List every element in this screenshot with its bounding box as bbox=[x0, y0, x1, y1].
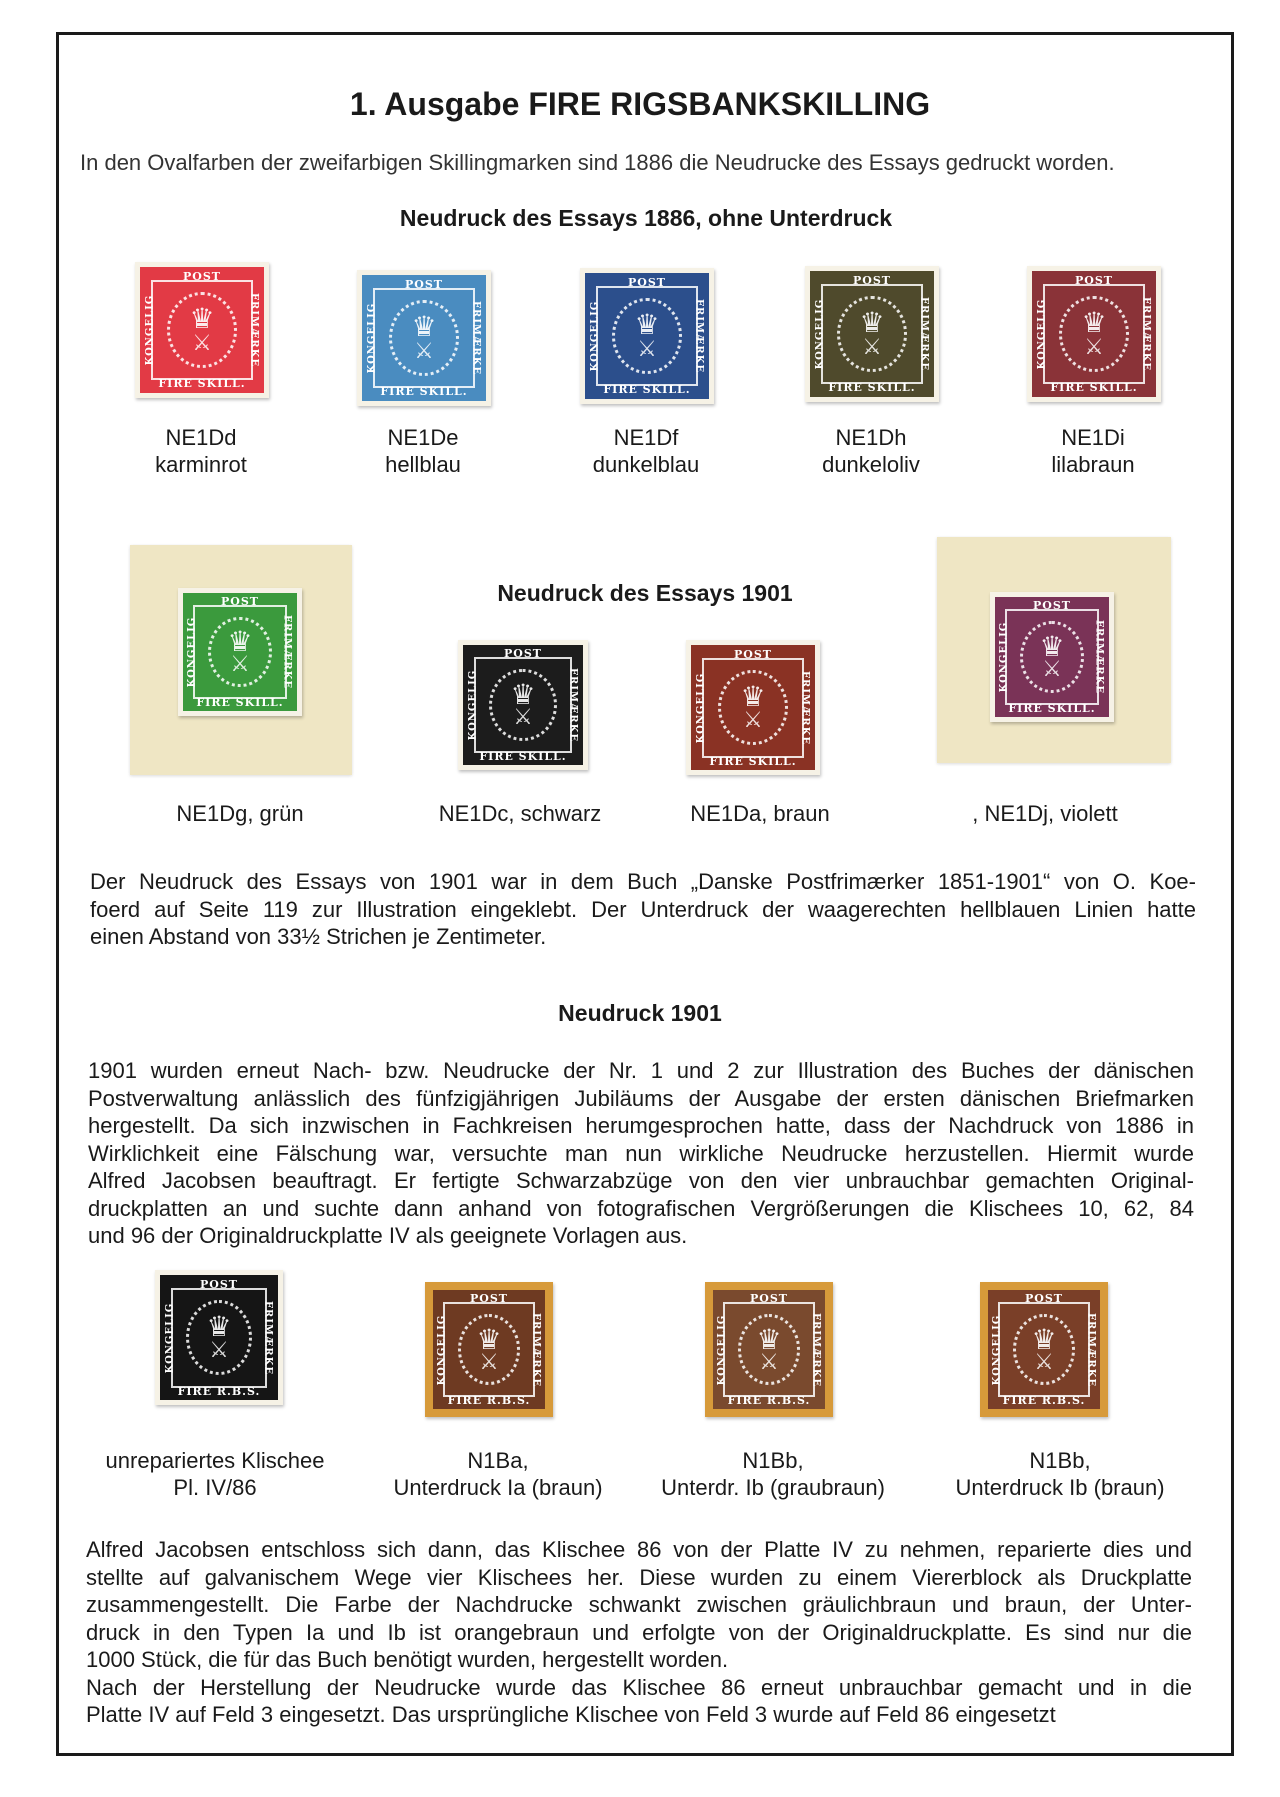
stamp-ne1dj bbox=[990, 592, 1114, 722]
caption-line: Unterdruck Ia (braun) bbox=[393, 1475, 603, 1500]
caption-ne1di bbox=[983, 424, 1203, 478]
stamp-top-text: POST bbox=[504, 647, 542, 661]
intro-text: In den Ovalfarben der zweifarbigen Skillingmarken sind 1886 die Neudrucke des Essays gedruckt worden. bbox=[80, 150, 1115, 175]
stamp-left-text: KONGELIG bbox=[589, 300, 601, 372]
stamp-top-text: POST bbox=[1025, 1292, 1063, 1306]
paragraph-line: zusammengestellt. Die Farbe der Nachdrucke schwankt zwischen gräulichbraun und braun, der Unter- bbox=[86, 1592, 1192, 1617]
caption-line: N1Ba, bbox=[467, 1448, 529, 1473]
neudruck-1901-paragraph bbox=[88, 1057, 1194, 1250]
stamp-right-text: FRIMÆRKE bbox=[799, 670, 811, 745]
paragraph-line: druck in den Typen Ia und Ib ist orangebraun und erfolgte von der Originaldruckplatte. Es sind nur die bbox=[86, 1619, 1192, 1645]
stamp-right-text: FRIMÆRKE bbox=[810, 1312, 822, 1387]
stamp-left-text: KONGELIG bbox=[1036, 298, 1048, 370]
caption-n1ba bbox=[378, 1447, 618, 1501]
crossed-swords-icon: ⚔ bbox=[414, 338, 434, 364]
closing-paragraph bbox=[86, 1536, 1192, 1729]
caption-line: NE1Dd bbox=[165, 425, 237, 450]
stamp-bottom-text: FIRE R.B.S. bbox=[177, 1384, 261, 1398]
stamp-left-text: KONGELIG bbox=[716, 1314, 728, 1385]
crown-icon: ♛ bbox=[859, 305, 885, 339]
paragraph-line: Nach der Herstellung der Neudrucke wurde das Klischee 86 erneut unbrauchbar gemacht und in die bbox=[86, 1674, 1192, 1700]
stamp-top-text: POST bbox=[200, 1277, 238, 1291]
caption-line: lilabraun bbox=[1051, 452, 1135, 477]
caption-line: dunkeloliv bbox=[822, 452, 920, 477]
caption-line: hellblau bbox=[385, 452, 461, 477]
caption-ne1de bbox=[313, 424, 533, 478]
paragraph-line: 1901 wurden erneut Nach- bzw. Neudrucke der Nr. 1 und 2 zur Illustration des Buches der dänischen bbox=[88, 1058, 1194, 1083]
stamp-ne1dh bbox=[805, 266, 939, 402]
crown-icon: ♛ bbox=[189, 301, 215, 335]
caption-line: Unterdruck Ib (braun) bbox=[955, 1475, 1165, 1500]
stamp-bottom-text: FIRE SKILL. bbox=[828, 381, 916, 395]
stamp-left-text: KONGELIG bbox=[366, 302, 378, 374]
crossed-swords-icon: ⚔ bbox=[637, 336, 657, 362]
stamp-bottom-text: FIRE SKILL. bbox=[1008, 701, 1096, 715]
crossed-swords-icon: ⚔ bbox=[209, 1338, 229, 1363]
caption-line: unrepariertes Klischee bbox=[105, 1448, 325, 1473]
stamp-left-text: KONGELIG bbox=[186, 616, 198, 688]
caption-n1bb-braun bbox=[935, 1447, 1185, 1501]
stamp-left-text: KONGELIG bbox=[998, 621, 1010, 693]
stamp-right-text: FRIMÆRKE bbox=[1140, 296, 1152, 372]
caption-line: NE1Df bbox=[613, 425, 679, 450]
crown-icon: ♛ bbox=[411, 309, 437, 343]
essay-1901-paragraph bbox=[90, 868, 1196, 951]
stamp-top-text: POST bbox=[183, 269, 221, 283]
stamp-left-text: KONGELIG bbox=[991, 1314, 1003, 1385]
stamp-n1bb-braun bbox=[980, 1282, 1108, 1417]
crown-icon: ♛ bbox=[740, 679, 766, 713]
paragraph-line: Platte IV auf Feld 3 eingesetzt. Das ursprüngliche Klischee von Feld 3 wurde auf Feld 86 eingesetzt bbox=[86, 1702, 1056, 1727]
crown-icon: ♛ bbox=[756, 1322, 782, 1356]
crossed-swords-icon: ⚔ bbox=[192, 330, 212, 356]
stamp-left-text: KONGELIG bbox=[164, 1302, 176, 1373]
stamp-right-text: FRIMÆRKE bbox=[262, 1300, 274, 1375]
stamp-right-text: FRIMÆRKE bbox=[470, 300, 482, 376]
section2-heading: Neudruck des Essays 1901 bbox=[497, 580, 793, 606]
stamp-top-text: POST bbox=[221, 595, 259, 609]
paragraph-line: druckplatten an und suchte dann anhand von fotografischen Vergrößerungen die Klischees 10, 62, 84 bbox=[88, 1195, 1194, 1221]
crown-icon: ♛ bbox=[1031, 1322, 1057, 1356]
paragraph-line: Der Neudruck des Essays von 1901 war in dem Buch „Danske Postfrimærker 1851-1901“ von O. Koe- bbox=[90, 869, 1196, 894]
caption-line: karminrot bbox=[155, 452, 247, 477]
paragraph-line: Postverwaltung anlässlich des fünfzigjährigen Jubiläums der Ausgabe der ersten dänischen Briefmarken bbox=[88, 1085, 1194, 1111]
crossed-swords-icon: ⚔ bbox=[862, 334, 882, 360]
caption-line: NE1Di bbox=[1061, 425, 1125, 450]
paragraph-line: Alfred Jacobsen entschloss sich dann, das Klischee 86 von der Platte IV zu nehmen, reparierte dies und bbox=[86, 1537, 1192, 1562]
caption-line: dunkelblau bbox=[592, 452, 700, 477]
paragraph-line: einen Abstand von 33½ Strichen je Zentimeter. bbox=[90, 924, 547, 949]
crown-icon: ♛ bbox=[1039, 630, 1065, 663]
section1-heading: Neudruck des Essays 1886, ohne Unterdruck bbox=[399, 205, 893, 231]
stamp-left-text: KONGELIG bbox=[814, 298, 826, 370]
paragraph-line: stellte auf galvanischem Wege vier Klischees her. Diese wurden zu einem Viererblock als Druckplatte bbox=[86, 1564, 1192, 1590]
stamp-top-text: POST bbox=[405, 277, 443, 291]
crossed-swords-icon: ⚔ bbox=[479, 1349, 499, 1375]
stamp-bottom-text: FIRE R.B.S. bbox=[447, 1393, 531, 1407]
stamp-top-text: POST bbox=[628, 275, 666, 289]
crown-icon: ♛ bbox=[476, 1322, 502, 1356]
crown-icon: ♛ bbox=[510, 678, 536, 711]
crossed-swords-icon: ⚔ bbox=[759, 1349, 779, 1375]
stamp-top-text: POST bbox=[853, 273, 891, 287]
stamp-ne1df bbox=[580, 268, 714, 404]
stamp-bottom-text: FIRE SKILL. bbox=[158, 377, 246, 391]
stamp-top-text: POST bbox=[750, 1292, 788, 1306]
stamp-right-text: FRIMÆRKE bbox=[918, 296, 930, 372]
crown-icon: ♛ bbox=[1081, 305, 1107, 339]
crown-icon: ♛ bbox=[206, 1309, 232, 1343]
stamp-unrepariertes-klischee bbox=[155, 1270, 283, 1405]
caption-ne1dj: , NE1Dj, violett bbox=[972, 801, 1118, 826]
stamp-right-text: FRIMÆRKE bbox=[1094, 619, 1106, 695]
stamp-bottom-text: FIRE R.B.S. bbox=[1002, 1393, 1086, 1407]
stamp-ne1dg bbox=[178, 588, 302, 716]
caption-ne1dh bbox=[761, 424, 981, 478]
caption-ne1dg: NE1Dg, grün bbox=[176, 801, 304, 826]
stamp-bottom-text: FIRE SKILL. bbox=[709, 754, 797, 768]
caption-line: NE1De bbox=[387, 425, 459, 450]
paragraph-line: foerd auf Seite 119 zur Illustration eingeklebt. Der Unterdruck der waagerechten hellblauen Linien hatte bbox=[90, 896, 1196, 922]
stamp-left-text: KONGELIG bbox=[467, 669, 479, 741]
stamp-top-text: POST bbox=[1033, 599, 1071, 613]
stamp-left-text: KONGELIG bbox=[436, 1314, 448, 1385]
caption-ne1dc: NE1Dc, schwarz bbox=[438, 801, 602, 826]
stamp-bottom-text: FIRE SKILL. bbox=[1050, 381, 1138, 395]
stamp-top-text: POST bbox=[470, 1292, 508, 1306]
page-title: 1. Ausgabe FIRE RIGSBANKSKILLING bbox=[349, 86, 931, 122]
caption-line: Unterdr. Ib (graubraun) bbox=[661, 1475, 885, 1500]
paragraph-line: hergestellt. Da sich inzwischen in Fachkreisen herumgesprochen hatte, dass der Nachdruck von 1886 in bbox=[88, 1113, 1194, 1138]
stamp-left-text: KONGELIG bbox=[695, 672, 707, 743]
caption-ne1da: NE1Da, braun bbox=[690, 801, 830, 826]
caption-line: NE1Dh bbox=[835, 425, 907, 450]
stamp-bottom-text: FIRE SKILL. bbox=[603, 383, 691, 397]
stamp-ne1di bbox=[1027, 266, 1161, 402]
stamp-bottom-text: FIRE R.B.S. bbox=[727, 1393, 811, 1407]
stamp-ne1de bbox=[357, 270, 491, 406]
caption-ne1dd bbox=[91, 424, 311, 478]
stamp-right-text: FRIMÆRKE bbox=[1085, 1312, 1097, 1387]
stamp-left-text: KONGELIG bbox=[144, 294, 156, 366]
stamp-n1bb-graubraun bbox=[705, 1282, 833, 1417]
caption-ne1df bbox=[536, 424, 756, 478]
crown-icon: ♛ bbox=[227, 625, 253, 659]
caption-unrepariertes-klischee bbox=[90, 1447, 340, 1501]
caption-line: N1Bb, bbox=[742, 1448, 804, 1473]
paragraph-line: Wirklichkeit eine Fälschung war, versuchte man nun wirkliche Neudrucke herzustellen. Hiermit wurde bbox=[88, 1140, 1194, 1166]
stamp-right-text: FRIMÆRKE bbox=[530, 1312, 542, 1387]
stamp-right-text: FRIMÆRKE bbox=[248, 292, 260, 368]
stamp-ne1dc bbox=[458, 640, 588, 770]
paragraph-line: Alfred Jacobsen beauftragt. Er fertigte Schwarzabzüge von den vier unbrauchbar gemachten Original- bbox=[88, 1168, 1194, 1193]
stamp-right-text: FRIMÆRKE bbox=[693, 298, 705, 374]
section3-heading: Neudruck 1901 bbox=[558, 1000, 722, 1026]
crossed-swords-icon: ⚔ bbox=[1034, 1349, 1054, 1375]
stamp-right-text: FRIMÆRKE bbox=[567, 667, 579, 743]
crown-icon: ♛ bbox=[634, 307, 660, 341]
stamp-right-text: FRIMÆRKE bbox=[282, 614, 294, 690]
caption-n1bb-graubraun bbox=[648, 1447, 898, 1501]
crossed-swords-icon: ⚔ bbox=[1042, 657, 1062, 683]
stamp-top-text: POST bbox=[1075, 273, 1113, 287]
caption-line: N1Bb, bbox=[1029, 1448, 1091, 1473]
crossed-swords-icon: ⚔ bbox=[513, 705, 533, 731]
stamp-bottom-text: FIRE SKILL. bbox=[380, 385, 468, 399]
crossed-swords-icon: ⚔ bbox=[1084, 334, 1104, 360]
stamp-bottom-text: FIRE SKILL. bbox=[196, 695, 284, 709]
crossed-swords-icon: ⚔ bbox=[230, 652, 250, 678]
caption-line: Pl. IV/86 bbox=[173, 1475, 257, 1500]
stamp-top-text: POST bbox=[734, 647, 772, 661]
paragraph-line: 1000 Stück, die für das Buch benötigt wurden, hergestellt worden. bbox=[86, 1647, 729, 1672]
stamp-ne1da bbox=[686, 640, 820, 775]
stamp-bottom-text: FIRE SKILL. bbox=[479, 749, 567, 763]
crossed-swords-icon: ⚔ bbox=[743, 708, 763, 733]
stamp-ne1dd bbox=[135, 262, 269, 398]
paragraph-line: und 96 der Originaldruckplatte IV als geeignete Vorlagen aus. bbox=[88, 1223, 688, 1248]
stamp-n1ba bbox=[425, 1282, 553, 1417]
